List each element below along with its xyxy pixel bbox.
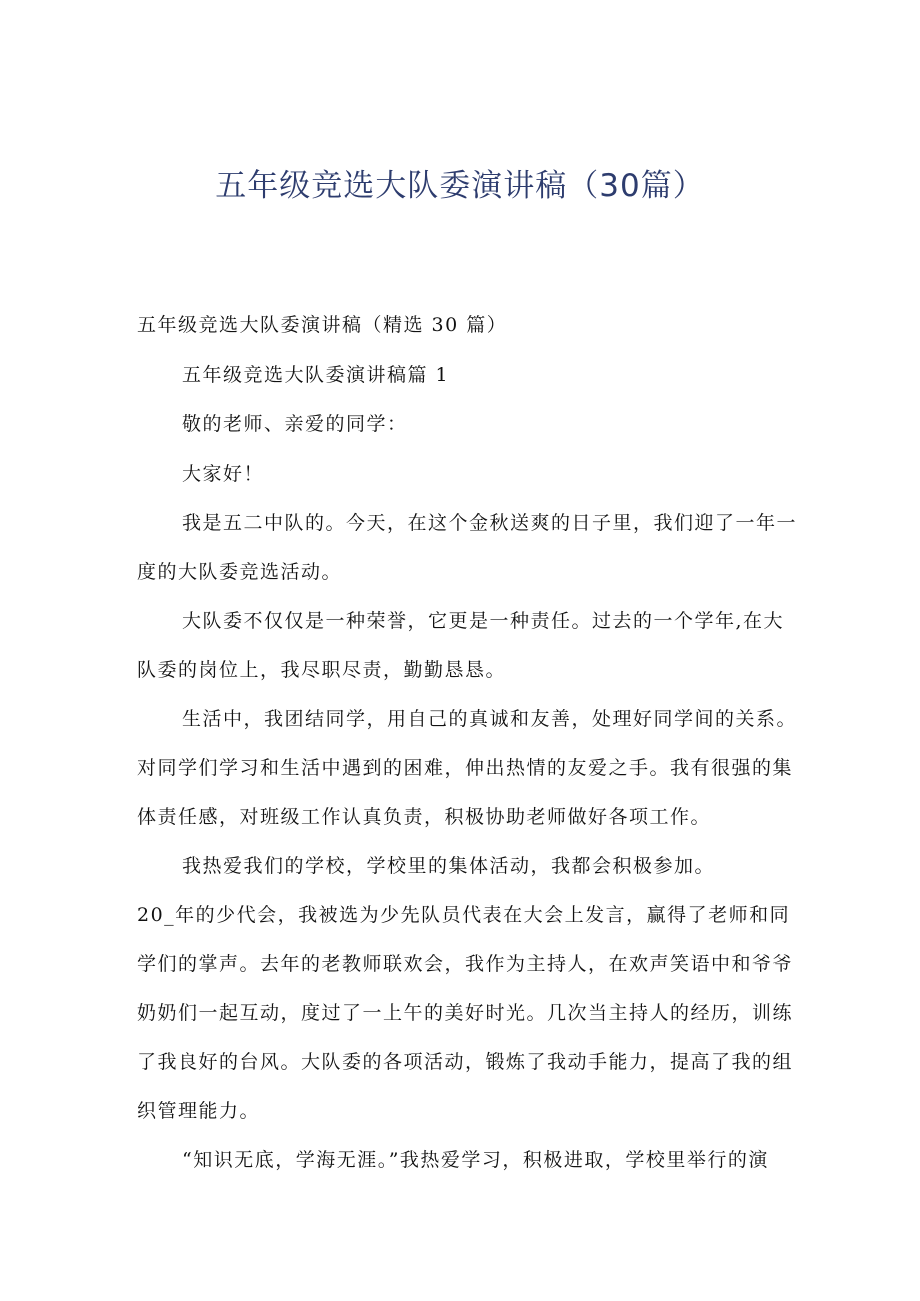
paragraph-3-line-3: 体责任感，对班级工作认真负责，积极协助老师做好各项工作。 bbox=[137, 806, 712, 828]
paragraph-4-line-1: 我热爱我们的学校，学校里的集体活动，我都会积极参加。 bbox=[182, 855, 716, 877]
paragraph-4-line-5: 了我良好的台风。大队委的各项活动，锻炼了我动手能力，提高了我的组 bbox=[137, 1051, 794, 1073]
paragraph-1-line-2: 度的大队委竞选活动。 bbox=[137, 561, 343, 583]
paragraph-4-line-2: 20_年的少代会，我被选为少先队员代表在大会上发言，赢得了老师和同 bbox=[137, 904, 791, 926]
salutation: 敬的老师、亲爱的同学： bbox=[182, 413, 408, 435]
paragraph-3-line-2: 对同学们学习和生活中遇到的困难，伸出热情的友爱之手。我有很强的集 bbox=[137, 757, 794, 779]
document-title: 五年级竞选大队委演讲稿（30篇） bbox=[215, 168, 705, 204]
paragraph-2-line-2: 队委的岗位上，我尽职尽责，勤勤恳恳。 bbox=[137, 659, 507, 681]
section-heading: 五年级竞选大队委演讲稿篇 1 bbox=[182, 364, 450, 386]
paragraph-4-line-4: 奶奶们一起互动，度过了一上午的美好时光。几次当主持人的经历，训练 bbox=[137, 1002, 794, 1024]
paragraph-4-line-3: 学们的掌声。去年的老教师联欢会，我作为主持人，在欢声笑语中和爷爷 bbox=[137, 953, 794, 975]
paragraph-4-line-6: 织管理能力。 bbox=[137, 1100, 261, 1122]
paragraph-1-line-1: 我是五二中队的。今天，在这个金秋送爽的日子里，我们迎了一年一 bbox=[182, 512, 798, 534]
greeting: 大家好！ bbox=[182, 463, 265, 485]
paragraph-5-line-1: “知识无底，学海无涯。”我热爱学习，积极进取，学校里举行的演 bbox=[182, 1149, 769, 1171]
document-subtitle: 五年级竞选大队委演讲稿（精选 30 篇） bbox=[137, 314, 508, 336]
paragraph-3-line-1: 生活中，我团结同学，用自己的真诚和友善，处理好同学间的关系。 bbox=[182, 708, 798, 730]
paragraph-2-line-1: 大队委不仅仅是一种荣誉，它更是一种责任。过去的一个学年,在大 bbox=[182, 610, 785, 632]
